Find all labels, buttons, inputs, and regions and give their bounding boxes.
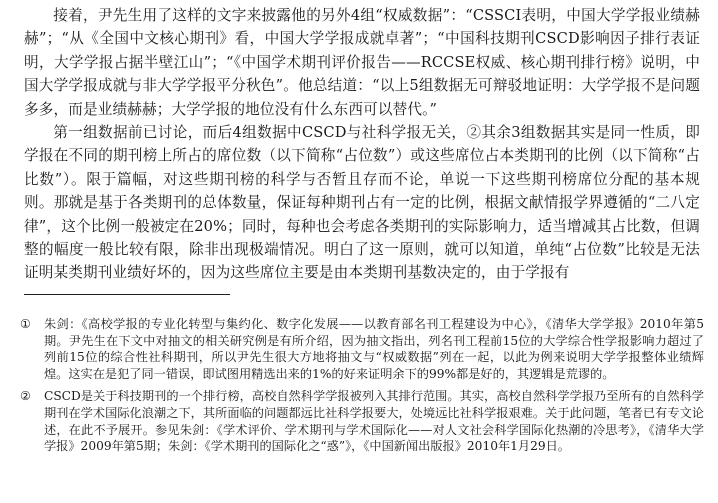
footnote-2-text: CSCD是关于科技期刊的一个排行榜，高校自然科学学报被列入其排行范围。其实，高校自然科学学报乃至所有的自然科学期刊在学术国际化浪潮之下，其所面临的问题都远比社科学报要大，处境远比社科学报艰难。关于此问题，笔者已有专文论述，在此不予展开。参见朱剑：《学术评价、学术期刊与学术国际化——对人文社会科学国际化热潮的冷思考》，《清华大学学报》2009年第5期；朱剑：《学术期刊的国际化之“惑”》，《中国新闻出版报》2010年1月29日。 (44, 389, 704, 454)
footnote-1-marker: ① (20, 317, 31, 331)
body-paragraph-2: 第一组数据前已讨论，而后4组数据中CSCD与社科学报无关，②其余3组数据其实是同一性质，即学报在不同的期刊榜上所占的席位数（以下简称“占位数”）或这些席位占本类期刊的比例（以下简称“占比数”）。限于篇幅，对这些期刊榜的科学与否暂且存而不论，单说一下这些期刊榜席位分配的基本规则。那就是基于各类期刊的总体数量，保证每种期刊占有一定的比例，根据文献情报学界遵循的“二八定律”，这个比例一般被定在20%；同时，每种也会考虑各类期刊的实际影响力，适当增减其占比数，但调整的幅度一般比较有限，除非出现极端情况。明白了这一原则，就可以知道，单纯“占位数”比较是无法证明某类期刊业绩好坏的，因为这些席位主要是由本类期刊基数决定的，由于学报有 (24, 124, 700, 282)
footnote-1-text: 朱剑：《高校学报的专业化转型与集约化、数字化发展——以教育部名刊工程建设为中心》，《清华大学学报》2010年第5期。尹先生在下文中对抽文的相关研究例是有所介绍，因为抽文指出，列名刊工程前15位的大学综合性学报影响力超过了列前15位的综合性社科期刊，所以尹先生很大方地将抽文与“权威数据”列在一起，以此为例来说明大学学报整体业绩辉煌。这实在是犯了同一错误，即试图用精选出来的1%的好来证明余下的99%都是好的，其逻辑是荒谬的。 (44, 317, 704, 381)
footnote-1 (20, 316, 704, 382)
footnotes (20, 316, 704, 461)
footnote-separator (24, 294, 230, 295)
footnote-2 (20, 388, 704, 454)
main-text (24, 4, 700, 285)
footnote-2-marker: ② (20, 389, 31, 404)
body-paragraph-1: 接着，尹先生用了这样的文字来披露他的另外4组“权威数据”：“CSSCI表明，中国大学学报业绩赫赫”；“从《全国中文核心期刊》看，中国大学学报成就卓著”；“中国科技期刊CSCD影响因子排行表证明，大学学报占据半壁江山”；“《中国学术期刊评价报告——RCCSE权威、核心期刊排行榜》说明，中国大学学报成就与非大学学报平分秋色”。他总结道：“以上5组数据无可辩驳地证明：大学学报不是问题多多，而是业绩赫赫；大学学报的地位没有什么东西可以替代。” (24, 7, 700, 118)
